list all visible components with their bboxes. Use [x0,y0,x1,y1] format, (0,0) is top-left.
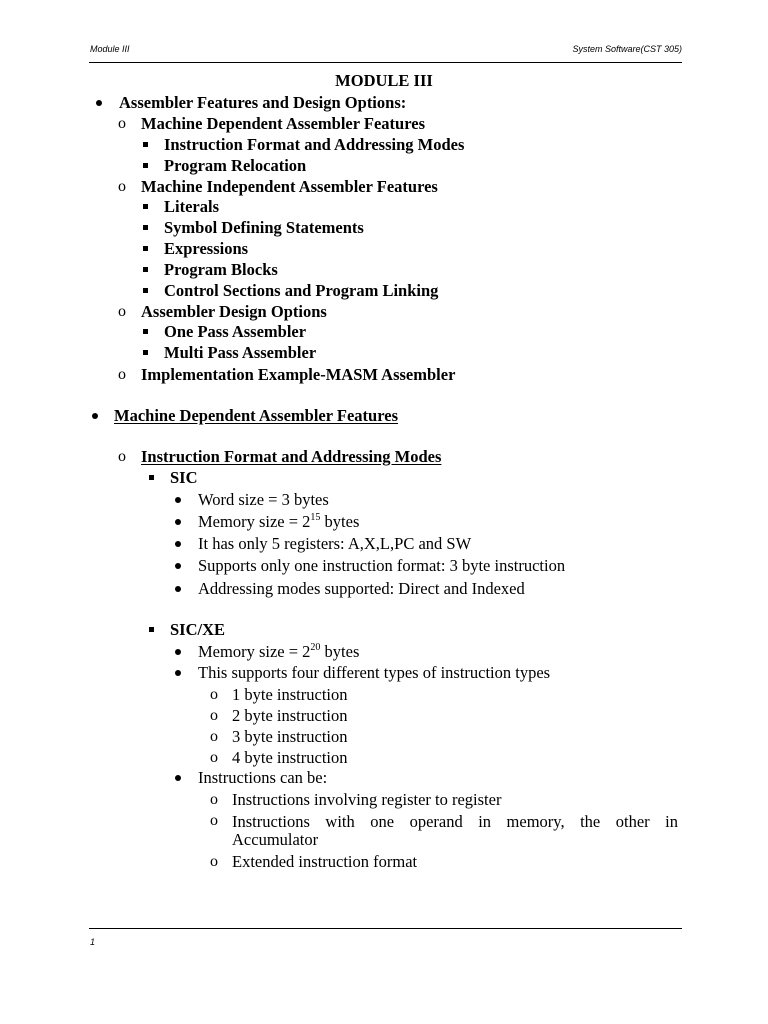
circle-bullet-icon: o [210,791,218,808]
square-bullet-icon [143,225,148,230]
circle-bullet-icon: o [210,812,218,829]
circle-bullet-icon: o [118,303,126,320]
square-bullet-icon [143,246,148,251]
bullet-dot-icon [96,100,102,106]
running-header-left: Module III [90,44,130,54]
outline-item: Symbol Defining Statements [164,218,364,237]
sicxe-type-item: 2 byte instruction [232,706,348,725]
sicxe-memory-size: Memory size = $2^{20}$ bytes [198,641,360,661]
bullet-dot-icon [175,497,181,503]
outline-impl: Implementation Example-MASM Assembler [141,365,456,384]
circle-bullet-icon: o [118,178,126,195]
outline-heading: Assembler Features and Design Options: [119,93,407,112]
square-bullet-icon [143,142,148,147]
square-bullet-icon [143,329,148,334]
running-header-right: System Software(CST 305) [572,44,682,54]
bullet-dot-icon [175,775,181,781]
bullet-dot-icon [175,649,181,655]
outline-mdaf: Machine Dependent Assembler Features [141,114,425,133]
section-subheading: Instruction Format and Addressing Modes [141,447,442,466]
bullet-dot-icon [175,519,181,525]
bullet-dot-icon [175,541,181,547]
sicxe-type-item: 1 byte instruction [232,685,348,704]
bullet-dot-icon [175,586,181,592]
bullet-dot-icon [175,563,181,569]
outline-item: Program Relocation [164,156,307,175]
sicxe-can-be: Instructions can be: [198,768,328,787]
square-bullet-icon [143,288,148,293]
outline-item: Multi Pass Assembler [164,343,317,362]
circle-bullet-icon: o [118,366,126,383]
outline-item: Expressions [164,239,249,258]
sicxe-kind-item: Extended instruction format [232,852,418,871]
outline-miaf: Machine Independent Assembler Features [141,177,438,196]
sic-label: SIC [170,468,198,487]
sicxe-type-item: 4 byte instruction [232,748,348,767]
outline-item: Program Blocks [164,260,278,279]
sicxe-types-intro: This supports four different types of instruction types [198,663,551,682]
sic-word-size: Word size = 3 bytes [198,490,329,509]
outline-item: Literals [164,197,219,216]
sic-registers: It has only 5 registers: A,X,L,PC and SW [198,534,472,553]
footer-rule [89,928,682,929]
outline-item: Control Sections and Program Linking [164,281,439,300]
sic-addressing: Addressing modes supported: Direct and Indexed [198,579,525,598]
square-bullet-icon [149,475,154,480]
page-title: MODULE III [335,71,433,90]
square-bullet-icon [143,350,148,355]
sicxe-kind-continuation: Accumulator [232,830,319,849]
sicxe-kind-item: Instructions involving register to register [232,790,502,809]
outline-ado: Assembler Design Options [141,302,327,321]
circle-bullet-icon: o [210,707,218,724]
circle-bullet-icon: o [118,448,126,465]
bullet-dot-icon [92,413,98,419]
outline-item: Instruction Format and Addressing Modes [164,135,465,154]
sicxe-label: SIC/XE [170,620,226,639]
page-number: 1 [90,937,96,947]
sic-format: Supports only one instruction format: 3 byte instruction [198,556,566,575]
square-bullet-icon [143,267,148,272]
square-bullet-icon [143,204,148,209]
sicxe-kind-item: Instructions with one operand in memory, the other in [232,812,678,831]
sic-memory-size: Memory size = $2^{15}$ bytes [198,511,360,531]
circle-bullet-icon: o [210,853,218,870]
circle-bullet-icon: o [210,749,218,766]
sicxe-type-item: 3 byte instruction [232,727,348,746]
square-bullet-icon [143,163,148,168]
circle-bullet-icon: o [210,686,218,703]
section-heading: Machine Dependent Assembler Features [114,406,398,425]
circle-bullet-icon: o [210,728,218,745]
circle-bullet-icon: o [118,115,126,132]
bullet-dot-icon [175,670,181,676]
square-bullet-icon [149,627,154,632]
outline-item: One Pass Assembler [164,322,307,341]
header-rule [89,62,682,63]
